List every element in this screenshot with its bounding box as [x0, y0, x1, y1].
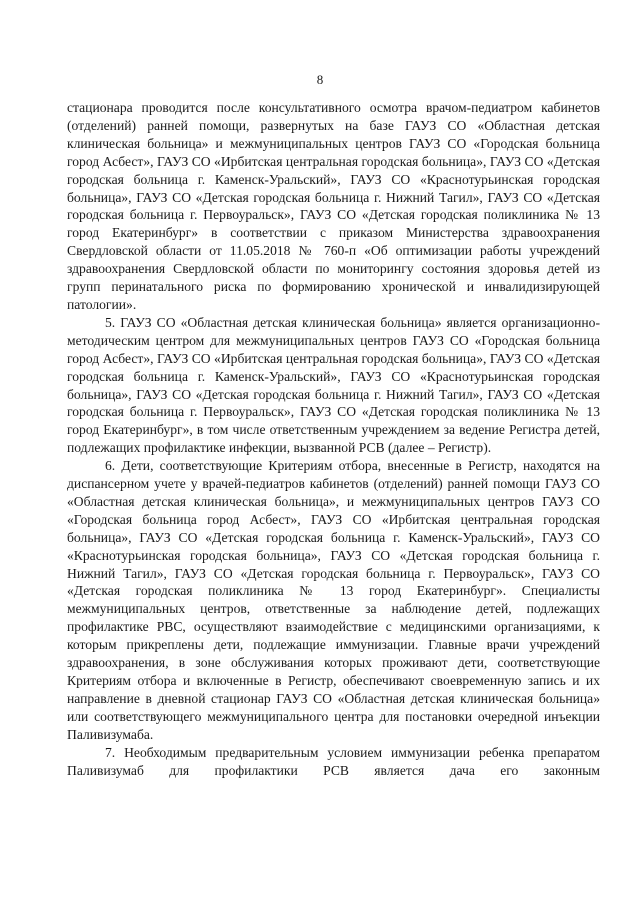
paragraph-item-7: 7. Необходимым предварительным условием иммунизации ребенка препаратом Паливизумаб для профилактики РСВ является дача его законным — [67, 744, 600, 778]
paragraph-item-5: 5. ГАУЗ СО «Областная детская клиническая больница» является организационно-методическим центром для межмуниципальных центров ГАУЗ СО «Городская больница город Асбест», ГАУЗ СО «Ирбитская центральная городская больница», ГАУЗ СО «Детская городская больница г. Каменск-Уральский», ГАУЗ СО «Краснотурьинская городская больница», ГАУЗ СО «Детская городская больница г. Нижний Тагил», ГАУЗ СО «Детская городская больница г. Первоуральск», ГАУЗ СО «Детская городская поликлиника № 13 город Екатеринбург», в том числе ответственным учреждением за ведение Регистра детей, подлежащих профилактике инфекции, вызванной РСВ (далее – Регистр). — [67, 314, 600, 456]
paragraph-item-6: 6. Дети, соответствующие Критериям отбора, внесенные в Регистр, находятся на диспансерном учете у врачей-педиатров кабинетов (отделений) ранней помощи ГАУЗ СО «Областная детская клиническая больница», и межмуниципальных центров ГАУЗ СО «Городская больница город Асбест», ГАУЗ СО «Ирбитская центральная городская больница», ГАУЗ СО «Детская городская больница г. Каменск-Уральский», ГАУЗ СО «Краснотурьинская городская больница», ГАУЗ СО «Детская городская больница г. Нижний Тагил», ГАУЗ СО «Детская городская больница г. Первоуральск», ГАУЗ СО «Детская городская поликлиника № 13 город Екатеринбург». Специалисты межмуниципальных центров, ответственные за наблюдение детей, подлежащих профилактике РВС, осуществляют взаимодействие с медицинскими организациями, к которым прикреплены дети, подлежащие иммунизации. Главные врачи учреждений здравоохранения, в зоне обслуживания которых проживают дети, соответствующие Критериям отбора и включенные в Регистр, обеспечивают своевременную запись и их направление в дневной стационар ГАУЗ СО «Областная детская клиническая больница» или соответствующего межмуниципального центра для постановки очередной инъекции Паливизумаба. — [67, 458, 600, 742]
page-number: 8 — [316, 72, 324, 87]
paragraph-continuation: стационара проводится после консультативного осмотра врачом-педиатром кабинетов (отделений) ранней помощи, развернутых на базе ГАУЗ СО «Областная детская клиническая больница» и межмуниципальных центров ГАУЗ СО «Городская больница город Асбест», ГАУЗ СО «Ирбитская центральная городская больница», ГАУЗ СО «Детская городская больница г. Каменск-Уральский», ГАУЗ СО «Краснотурьинская городская больница», ГАУЗ СО «Детская городская больница г. Нижний Тагил», ГАУЗ СО «Детская городская больница г. Первоуральск», ГАУЗ СО «Детская городская поликлиника № 13 город Екатеринбург» в соответствии с приказом Министерства здравоохранения Свердловской области от 11.05.2018 № 760-п «Об оптимизации работы учреждений здравоохранения Свердловской области по мониторингу состояния здоровья детей из групп перинатального риска по формированию хронической и инвалидизирующей патологии». — [67, 100, 600, 312]
document-body — [67, 99, 600, 779]
